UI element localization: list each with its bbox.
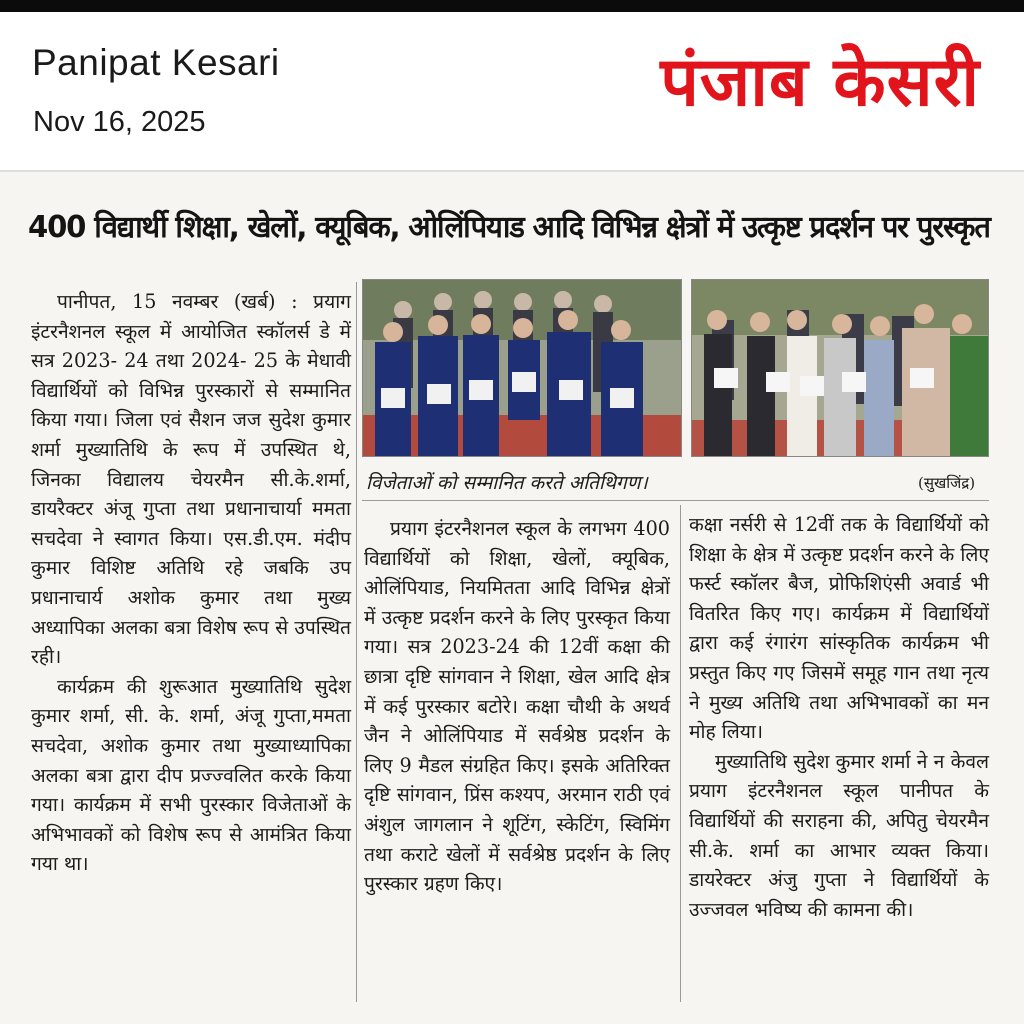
paragraph: कार्यक्रम की शुरूआत मुख्यातिथि सुदेश कुमार शर्मा, सी. के. शर्मा, अंजू गुप्ता,ममता सचदेवा, अशोक कुमार तथा मुख्याध्यापिका अलका बत्रा द्वारा दीप प्रज्ज्वलित करके किया गया। कार्यक्रम में सभी पुरस्कार विजेताओं के अभिभावकों को विशेष रूप से आमंत्रित किया गया था। bbox=[31, 674, 351, 876]
paragraph: पानीपत, 15 नवम्बर (खर्ब) : प्रयाग इंटरनैशनल स्कूल में आयोजित स्कॉलर्स डे में सत्र 2023- 24 तथा 2024- 25 के मेधावी विद्यार्थियों को विभिन्न पुरस्कारों से सम्मानित किया गया। जिला एवं सैशन जज सुदेश कुमार शर्मा मुख्यातिथि के रूप में उपस्थित थे, जिनका विद्यालय चेयरमैन सी.के.शर्मा, डायरैक्टर अंजू गुप्ता तथा प्रधानाचार्या ममता सचदेवा ने स्वागत किया। एस.डी.एम. मंदीप कुमार विशिष्ट अतिथि रहे जबकि उप प्रधानाचार्य अशोक कुमार तथा मुख्य अध्यापिका अलका बत्रा विशेष रूप से उपस्थित रही। bbox=[31, 290, 351, 669]
publication-date: Nov 16, 2025 bbox=[33, 106, 206, 138]
paragraph: प्रयाग इंटरनैशनल स्कूल के लगभग 400 विद्यार्थियों को शिक्षा, खेलों, क्यूबिक, ओलिंपियाड, नियमितता आदि विभिन्न क्षेत्रों में उत्कृष्ट प्रदर्शन करने के लिए पुरस्कृत किया गया। सत्र 2023-24 की 12वीं कक्षा की छात्रा दृष्टि सांगवान ने शिक्षा, खेल आदि क्षेत्र में कई पुरस्कार बटोरे। कक्षा चौथी के अथर्व जैन ने ओलिंपियाड में सर्वश्रेष्ठ प्रदर्शन के लिए 9 मैडल संग्रहित किए। इसके अतिरिक्त दृष्टि सांगवान, प्रिंस कश्यप, अरमान राठी एवं अंशुल जागलान ने शूटिंग, स्केटिंग, स्विमिंग तथा कराटे खेलों में सर्वश्रेष्ठ प्रदर्शन के लिए पुरस्कार ग्रहण किए। bbox=[364, 517, 670, 896]
edition-name: Panipat Kesari bbox=[32, 42, 280, 83]
newspaper-masthead-logo: पंजाब केसरी bbox=[660, 43, 980, 122]
article-column-1 bbox=[31, 287, 351, 879]
award-photo-right bbox=[691, 279, 989, 457]
paragraph: कक्षा नर्सरी से 12वीं तक के विद्यार्थियों को शिक्षा के क्षेत्र में उत्कृष्ट प्रदर्शन करने के लिए फर्स्ट स्कॉलर बैज, प्रोफिशिएंसी अवार्ड भी वितरित किए गए। कार्यक्रम में विद्यार्थियों द्वारा कई रंगारंग सांस्कृतिक कार्यक्रम भी प्रस्तुत किए गए जिसमें समूह गान तथा नृत्य ने मुख्य अतिथि तथा अभिभावकों का मन मोह लिया। bbox=[689, 513, 989, 744]
clipping-header bbox=[0, 12, 1024, 170]
photo-credit: (सुखजिंद्र) bbox=[918, 474, 976, 492]
award-photo-left bbox=[362, 279, 682, 457]
photo-caption: विजेताओं को सम्मानित करते अतिथिगण। bbox=[366, 472, 648, 494]
article-column-3 bbox=[689, 510, 989, 924]
article-column-2 bbox=[364, 514, 670, 899]
paragraph: मुख्यातिथि सुदेश कुमार शर्मा ने न केवल प्रयाग इंटरनैशनल स्कूल पानीपत के विद्यार्थियों की सराहना की, अपितु चेयरमैन सी.के. शर्मा का आभार व्यक्त किया। डायरेक्टर अंजु गुप्ता ने विद्यार्थियों के उज्जवल भविष्य की कामना की। bbox=[689, 749, 989, 921]
column-divider bbox=[680, 505, 681, 1002]
article-headline: 400 विद्यार्थी शिक्षा, खेलों, क्यूबिक, ओलिंपियाड आदि विभिन्न क्षेत्रों में उत्कृष्ट प्रदर्शन पर पुरस्कृत bbox=[28, 210, 990, 245]
caption-divider bbox=[362, 500, 989, 501]
top-black-bar bbox=[0, 0, 1024, 12]
column-divider bbox=[356, 282, 357, 1002]
